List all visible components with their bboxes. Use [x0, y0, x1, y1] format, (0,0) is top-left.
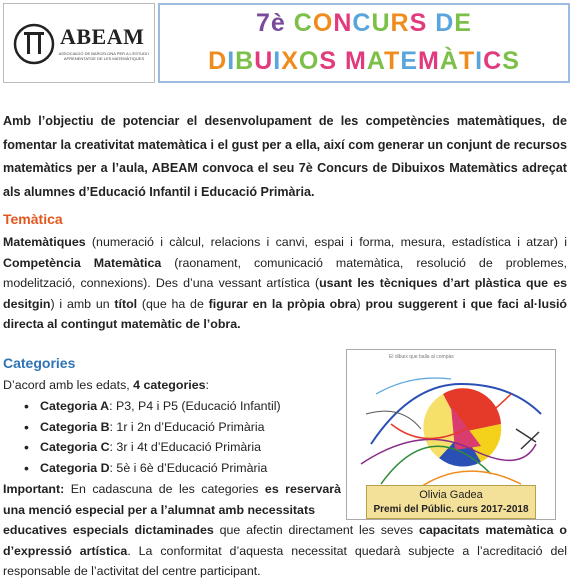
- tematica-bold-4: títol: [114, 296, 138, 311]
- tematica-text-4: (que ha de: [137, 296, 209, 311]
- drawing-title: El dibuix que balla al compàs: [389, 354, 454, 360]
- title-letter: O: [312, 9, 334, 37]
- category-name: Categoria B: [40, 419, 110, 434]
- abeam-logo: [3, 3, 155, 83]
- category-desc: : 5è i 6è d’Educació Primària: [109, 460, 268, 475]
- important-paragraph-b: [3, 520, 567, 582]
- title-letter: C: [483, 47, 503, 75]
- category-desc: : P3, P4 i P5 (Educació Infantil): [109, 399, 281, 413]
- title-letter: D: [208, 47, 228, 75]
- category-name: Categoria A: [40, 399, 110, 413]
- title-letter: [427, 9, 435, 37]
- title-letter: S: [319, 47, 338, 75]
- title-letter: S: [502, 47, 520, 75]
- important-text-2: que afectin directament les seves: [213, 523, 419, 537]
- important-text-1: En cadascuna de les categories: [64, 482, 265, 496]
- title-line-1: [160, 9, 568, 38]
- categories-lead: [3, 375, 343, 396]
- tematica-text-5: ): [356, 296, 366, 311]
- title-letter: M: [345, 47, 367, 75]
- title-letter: B: [235, 47, 255, 75]
- title-letter: T: [384, 47, 401, 75]
- title-letter: [337, 47, 345, 75]
- tematica-bold-5: figurar en la pròpia obra: [208, 296, 357, 311]
- tematica-bold-2: Competència Matemàtica: [3, 255, 162, 270]
- title-letter: U: [371, 9, 391, 37]
- contest-title: [158, 3, 570, 83]
- categories-lead-text: D’acord amb les edats,: [3, 378, 134, 392]
- title-letter: M: [418, 47, 440, 75]
- categories-heading: Categories: [3, 355, 76, 371]
- title-letter: A: [366, 47, 385, 75]
- title-letter: T: [458, 47, 476, 75]
- award-prize: Premi del Públic. curs 2017-2018: [373, 504, 529, 515]
- category-name: Categoria D: [40, 460, 110, 475]
- list-item: [24, 417, 324, 438]
- categories-count: 4 categories: [133, 378, 206, 392]
- important-bold-3: capacitats matemàtica o d’expressió artística: [3, 523, 567, 558]
- title-letter: I: [273, 47, 282, 75]
- tematica-heading: Temàtica: [3, 211, 63, 227]
- category-name: Categoria C: [40, 440, 110, 455]
- title-letter: E: [454, 9, 472, 37]
- important-bold-2: es reservarà una menció especial per a l’alumnat amb necessitats: [3, 482, 341, 517]
- title-letter: X: [281, 47, 299, 75]
- intro-paragraph: Amb l’objectiu de potenciar el desenvolupament de les competències matemàtiques, de fomentar la creativitat matemàtica i el gust per a ella, així com generar un conjunt de recursos matemàtics per a l’aula, ABEAM convoca el seu 7è Concurs de Dibuixos Matemàtics adreçat als alumnes d’Educació Infantil i Educació Primària.: [3, 114, 567, 199]
- categories-list: [24, 396, 324, 478]
- categories-lead-end: :: [205, 378, 209, 392]
- logo-subtitle: ASSOCIACIÓ DE BARCELONA PER A L'ESTUDI I APRENENTATGE DE LES MATEMÀTIQUES: [58, 51, 150, 61]
- tematica-text-1: (numeració i càlcul, relacions i canvi, espai i forma, mesura, estadística i atzar) i: [85, 235, 567, 249]
- title-letter: N: [333, 9, 353, 37]
- tematica-text-3: ) i amb un: [50, 296, 115, 311]
- title-letter: E: [400, 47, 418, 75]
- tematica-text-2: (raonament, comunicació matemàtica, resolució de problemes, modelització, connexions). Des d’una vessant artística (: [3, 255, 567, 291]
- title-letter: R: [390, 9, 410, 37]
- important-bold-2-cont: educatives especials dictaminades: [3, 523, 214, 537]
- title-letter: I: [227, 47, 236, 75]
- tematica-paragraph: [3, 232, 567, 335]
- title-letter: 7è: [256, 9, 294, 37]
- title-letter: C: [293, 9, 313, 37]
- title-letter: U: [254, 47, 274, 75]
- list-item: [24, 396, 324, 417]
- title-letter: O: [298, 47, 320, 75]
- tematica-bold-6: prou suggerent i que faci al·lusió directa al contingut matemàtic de l’obra.: [3, 296, 567, 332]
- title-letter: C: [352, 9, 372, 37]
- abeam-emblem-icon: [12, 22, 56, 66]
- drawing-author: Olivia Gadea: [419, 489, 483, 501]
- logo-text: ABEAM: [60, 24, 145, 49]
- tematica-bold-1: Matemàtiques: [3, 235, 86, 249]
- list-item: [24, 458, 324, 479]
- tematica-bold-3: usant les tècniques d’art plàstica que es desitgin: [3, 276, 567, 311]
- category-desc: : 1r i 2n d’Educació Primària: [109, 419, 265, 434]
- important-text-3: . La conformitat d’aquesta necessitat quedarà subjecte a l’acreditació del responsable de l’activitat del centre participant.: [3, 543, 567, 579]
- title-line-2: [160, 47, 568, 76]
- important-paragraph-a: [3, 479, 341, 520]
- title-letter: À: [439, 47, 459, 75]
- title-letter: S: [409, 9, 428, 37]
- title-letter: D: [435, 9, 455, 37]
- important-label: Important:: [3, 482, 65, 496]
- header: [0, 0, 573, 88]
- category-desc: : 3r i 4t d’Educació Primària: [109, 440, 262, 455]
- title-letter: I: [475, 47, 484, 75]
- list-item: [24, 437, 324, 458]
- award-caption: [366, 485, 536, 519]
